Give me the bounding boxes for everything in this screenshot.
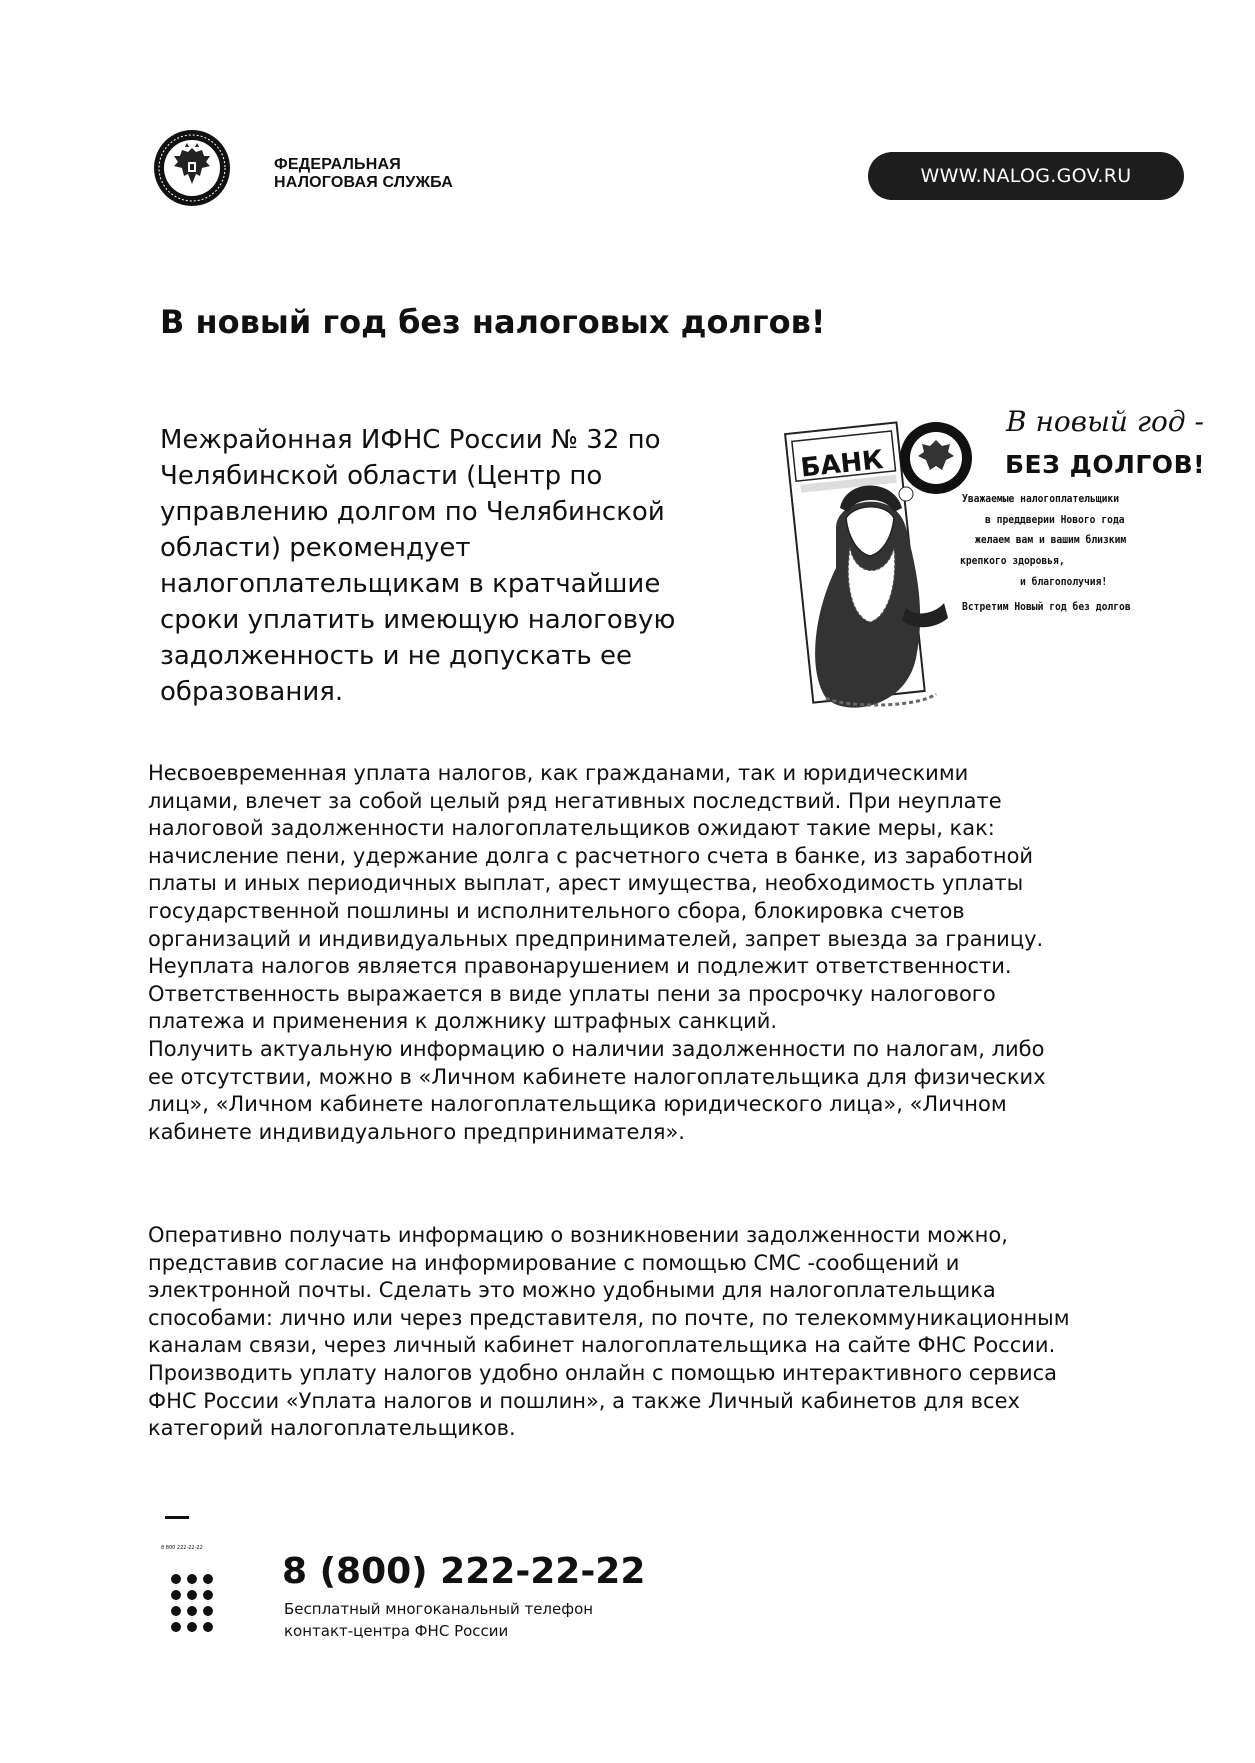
bank-sign-text: БАНК: [799, 445, 885, 484]
body-line: лицами, влечет за собой целый ряд негативных последствий. При неуплате: [148, 788, 1002, 813]
body-line: налоговой задолженности налогоплательщиков ожидают такие меры, как:: [148, 816, 995, 841]
intro-line: Межрайонная ИФНС России № 32 по: [160, 425, 661, 455]
body-line: ее отсутствии, можно в «Личном кабинете налогоплательщика для физических: [148, 1064, 1046, 1089]
body-line: кабинете индивидуального предпринимателя».: [148, 1119, 685, 1144]
body-line: Неуплата налогов является правонарушением и подлежит ответственности.: [148, 954, 1012, 979]
promo-script-text: В новый год -: [1006, 405, 1204, 438]
promo-line: крепкого здоровья,: [960, 555, 1065, 567]
body-line: электронной почты. Сделать это можно удобными для налогоплательщика: [148, 1278, 996, 1303]
body-line: лиц», «Личном кабинете налогоплательщика юридического лица», «Личном: [148, 1092, 1007, 1117]
body-line: Оперативно получать информацию о возникновении задолженности можно,: [148, 1223, 1008, 1247]
body-line: ФНС России «Уплата налогов и пошлин», а также Личный кабинетов для всех: [148, 1388, 1020, 1413]
promo-line: и благополучия!: [1020, 576, 1108, 588]
promo-line: Встретим Новый год без долгов: [962, 601, 1131, 613]
intro-line: задолженность и не допускать ее: [160, 641, 632, 671]
body-line: начисление пени, удержание долга с расчетного счета в банке, из заработной: [148, 843, 1034, 868]
promo-line: Уважаемые налогоплательщики: [962, 493, 1120, 505]
body-line: организаций и индивидуальных предпринимателей, запрет выезда за границу.: [148, 926, 1044, 951]
hotline-phone-number[interactable]: 8 (800) 222-22-22: [282, 1551, 646, 1592]
phone-keypad-icon: [168, 1571, 222, 1635]
hotline-caption: Бесплатный многоканальный телефон контакт-центра ФНС России: [284, 1600, 594, 1640]
body-line: Ответственность выражается в виде уплаты пени за просрочку налогового: [148, 981, 996, 1006]
intro-line: налогоплательщикам в кратчайшие: [160, 569, 661, 599]
promo-headline: БЕЗ ДОЛГОВ!: [1005, 450, 1206, 479]
body-line: Получить актуальную информацию о наличии задолженности по налогам, либо: [148, 1036, 1045, 1061]
tiny-phone-number: 8 800 222-22-22: [161, 1545, 203, 1551]
website-link[interactable]: WWW.NALOG.GOV.RU: [868, 152, 1184, 200]
promo-line: в преддверии Нового года: [985, 514, 1125, 526]
intro-paragraph: [160, 422, 748, 710]
promo-line: желаем вам и вашим близким: [975, 534, 1127, 546]
fns-emblem-icon: [152, 128, 232, 208]
intro-line: сроки уплатить имеющую налоговую: [160, 605, 676, 635]
intro-line: области) рекомендует: [160, 533, 471, 563]
body-line: Несвоевременная уплата налогов, как гражданами, так и юридическими: [148, 761, 969, 785]
intro-line: Челябинской области (Центр по: [160, 461, 603, 491]
body-paragraph-1: [148, 760, 1188, 1146]
intro-line: образования.: [160, 677, 344, 707]
body-line: категорий налогоплательщиков.: [148, 1416, 516, 1441]
body-line: Производить уплату налогов удобно онлайн с помощью интерактивного сервиса: [148, 1360, 1058, 1385]
intro-line: управлению долгом по Челябинской: [160, 497, 665, 527]
org-name: ФЕДЕРАЛЬНАЯ НАЛОГОВАЯ СЛУЖБА: [274, 156, 453, 191]
body-line: представив согласие на информирование с помощью СМС -сообщений и: [148, 1250, 960, 1275]
page-title: В новый год без налоговых долгов!: [160, 303, 826, 341]
body-paragraph-2: [148, 1222, 1188, 1443]
body-line: государственной пошлины и исполнительного сбора, блокировка счетов: [148, 898, 965, 923]
divider: [165, 1516, 189, 1519]
body-line: платежа и применения к должнику штрафных санкций.: [148, 1009, 778, 1034]
body-line: способами: лично или через представителя, по почте, по телекоммуникационным: [148, 1305, 1070, 1330]
body-line: каналам связи, через личный кабинет налогоплательщика на сайте ФНС России.: [148, 1333, 1056, 1358]
body-line: платы и иных периодичных выплат, арест имущества, необходимость уплаты: [148, 871, 1024, 896]
